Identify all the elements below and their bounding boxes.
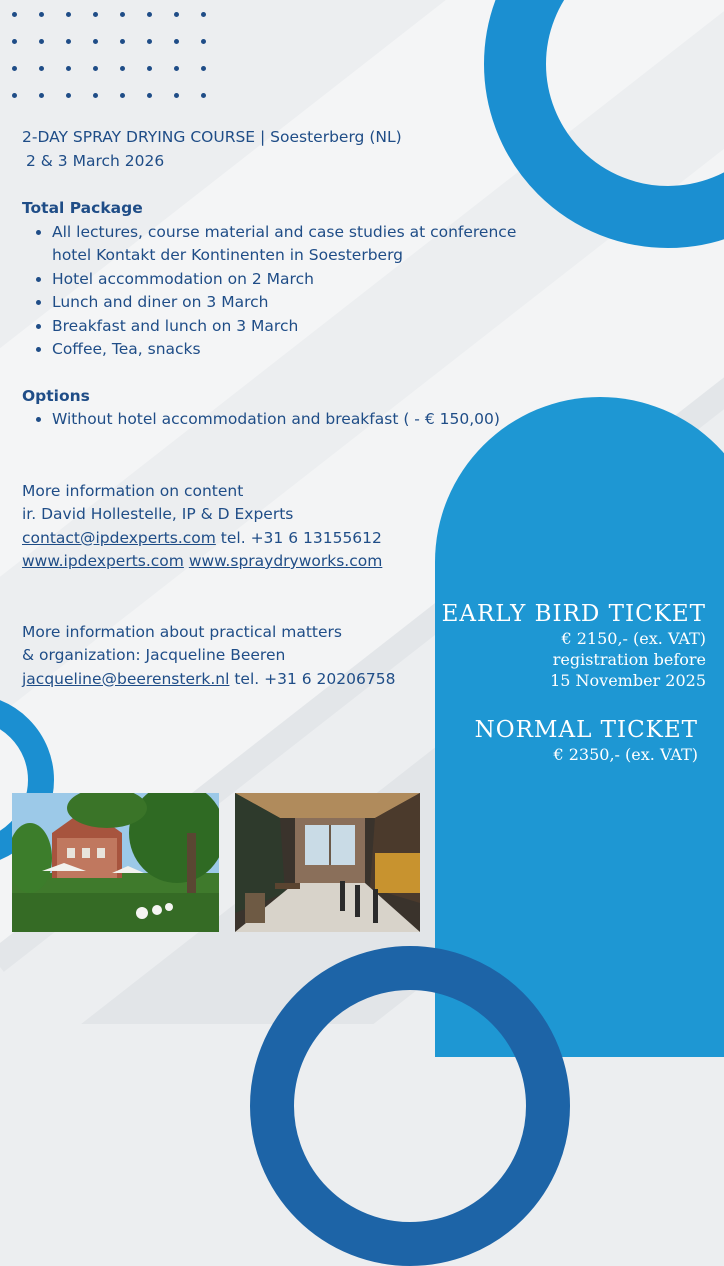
list-item: • Lunch and diner on 3 March [52, 291, 542, 315]
dot [174, 12, 179, 17]
dot [39, 39, 44, 44]
dot [147, 66, 152, 71]
list-item: • Hotel accommodation on 2 March [52, 268, 542, 292]
normal-ticket-title: NORMAL TICKET [474, 717, 698, 743]
options-heading: Options [22, 386, 90, 405]
dot [93, 66, 98, 71]
dot [201, 93, 206, 98]
early-bird-ticket [442, 600, 706, 691]
hotel-exterior-photo [12, 793, 219, 932]
dot [66, 12, 71, 17]
dot [120, 39, 125, 44]
list-item: • Breakfast and lunch on 3 March [52, 315, 542, 339]
website-link-ipdexperts[interactable]: www.ipdexperts.com [22, 552, 184, 570]
early-bird-note: registration before [552, 650, 706, 669]
dot [12, 66, 17, 71]
content-contact-name: ir. David Hollestelle, IP & D Experts [22, 505, 294, 523]
practical-email-link[interactable]: jacqueline@beerensterk.nl [22, 669, 230, 688]
dot [174, 93, 179, 98]
dot [93, 39, 98, 44]
early-bird-deadline: 15 November 2025 [550, 671, 706, 690]
dot [120, 12, 125, 17]
early-bird-price: € 2150,- (ex. VAT) [561, 629, 706, 648]
dot [39, 93, 44, 98]
list-item: • All lectures, course material and case studies at conference hotel Kontakt der Kontinenten in Soesterberg [52, 221, 542, 268]
dot [66, 66, 71, 71]
early-bird-title: EARLY BIRD TICKET [441, 601, 706, 627]
practical-phone: tel. +31 6 20206758 [234, 669, 396, 688]
dot [93, 93, 98, 98]
normal-ticket [475, 716, 698, 765]
list-item: • Coffee, Tea, snacks [52, 338, 542, 362]
content-phone: tel. +31 6 13155612 [220, 528, 382, 547]
dot [120, 93, 125, 98]
dot [201, 12, 206, 17]
dot [120, 66, 125, 71]
dot [12, 12, 17, 17]
course-title: 2-DAY SPRAY DRYING COURSE | Soesterberg (NL) [22, 128, 402, 146]
website-link-spraydryworks[interactable]: www.spraydryworks.com [188, 552, 383, 570]
practical-info-line: More information about practical matters [22, 622, 342, 641]
hotel-interior-photo [235, 793, 420, 932]
dot [66, 39, 71, 44]
dot [39, 12, 44, 17]
content-email-link[interactable]: contact@ipdexperts.com [22, 528, 216, 547]
dot [147, 39, 152, 44]
course-date: 2 & 3 March 2026 [26, 151, 165, 170]
package-list [22, 221, 542, 362]
dot [147, 12, 152, 17]
dot [93, 12, 98, 17]
normal-ticket-price: € 2350,- (ex. VAT) [553, 745, 698, 764]
package-heading: Total Package [22, 199, 143, 217]
dot [66, 93, 71, 98]
dot [174, 39, 179, 44]
dot [147, 93, 152, 98]
decorative-ring-bottom [250, 946, 570, 1266]
dot [39, 66, 44, 71]
dot [201, 39, 206, 44]
content-info-line: More information on content [22, 481, 244, 500]
dot [12, 93, 17, 98]
list-item: • Without hotel accommodation and breakfast ( - € 150,00) [52, 408, 542, 432]
dot [12, 39, 17, 44]
dot-pattern [8, 8, 224, 116]
options-list [22, 408, 542, 432]
practical-contact-name: & organization: Jacqueline Beeren [22, 646, 286, 664]
dot [174, 66, 179, 71]
dot [201, 66, 206, 71]
